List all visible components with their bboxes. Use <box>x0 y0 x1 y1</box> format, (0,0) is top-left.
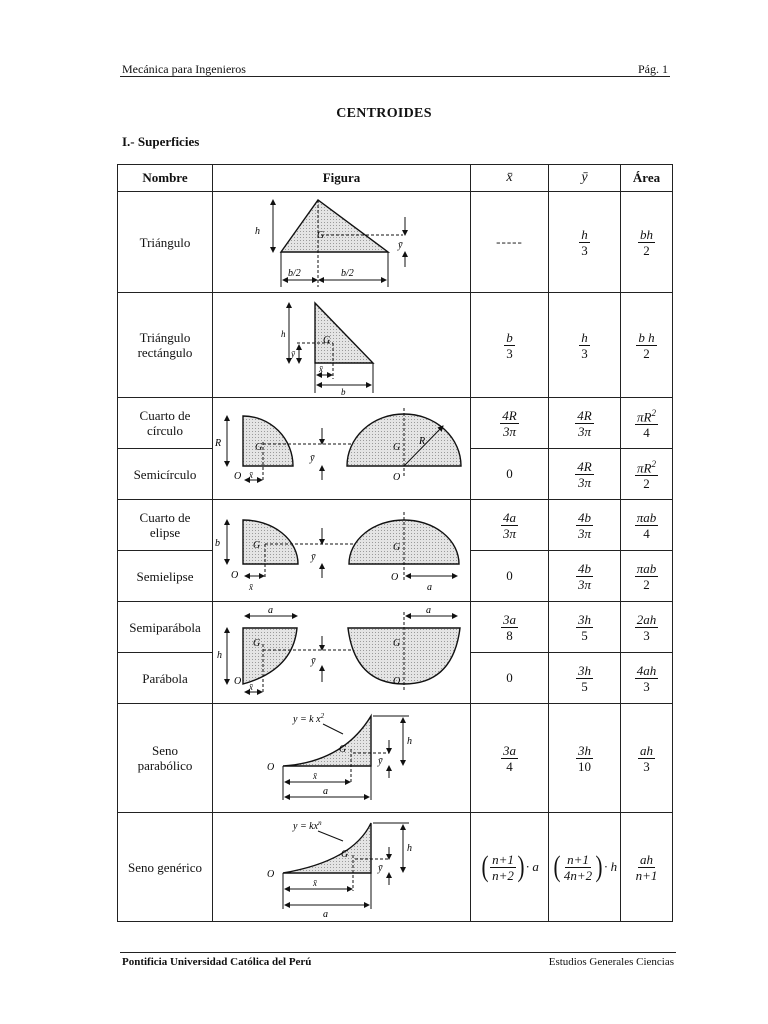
g-label: G <box>253 540 261 551</box>
dim-r: R <box>215 438 222 449</box>
circle-figure <box>213 398 471 500</box>
area-value: $\frac{2ah}{3}$ <box>621 602 673 653</box>
x-value: 0 <box>471 653 549 704</box>
dim-ybar: ȳ <box>291 349 295 359</box>
row-name: Parábola <box>118 653 213 704</box>
centroid-table <box>117 164 673 922</box>
right-triangle-figure <box>213 293 471 398</box>
o-label: O <box>234 676 242 687</box>
table-row <box>118 500 673 551</box>
page-title: CENTROIDES <box>336 106 432 121</box>
dim-h: h <box>217 650 222 661</box>
dim-xbar: x̄ <box>249 470 253 480</box>
col-y: ȳ <box>549 165 621 192</box>
x-value: $\frac{3a}{4}$ <box>471 704 549 813</box>
y-value: ( $\frac{n+1}{4n+2}$ ) · h <box>549 813 621 922</box>
table-row <box>118 813 673 922</box>
y-value: $\frac{3h}{5}$ <box>549 653 621 704</box>
dim-h: h <box>255 226 260 237</box>
row-name: Cuarto de elipse <box>118 500 213 551</box>
triangle-figure <box>213 192 471 293</box>
dim-xbar: x̄ <box>249 582 253 592</box>
o-label: O <box>267 762 275 773</box>
area-value: $\frac{ah}{3}$ <box>621 704 673 813</box>
g-label: G <box>253 638 261 649</box>
curve-equation: y = k $x^2$ <box>293 712 325 725</box>
area-value: $\frac{\pi R^2}{2}$ <box>621 449 673 500</box>
general-spandrel-figure <box>213 813 471 922</box>
col-area: Área <box>621 165 673 192</box>
y-value: $\frac{h}{3}$ <box>549 293 621 398</box>
row-name: Triángulo rectángulo <box>118 293 213 398</box>
dim-r2: R <box>419 436 426 447</box>
table-row <box>118 398 673 449</box>
page-header <box>120 62 670 77</box>
col-name: Nombre <box>118 165 213 192</box>
g-label: G <box>341 849 349 860</box>
y-value: $\frac{4b}{3\pi}$ <box>549 500 621 551</box>
o-label-2: O <box>393 472 401 483</box>
area-value: $\frac{bh}{2}$ <box>621 192 673 293</box>
y-value: $\frac{4R}{3\pi}$ <box>549 398 621 449</box>
dim-b2-right: b/2 <box>341 268 354 279</box>
dim-a: a <box>323 909 328 920</box>
x-value: $\frac{b}{3}$ <box>471 293 549 398</box>
row-name: Semicírculo <box>118 449 213 500</box>
dim-b2-left: b/2 <box>288 268 301 279</box>
dim-h: h <box>407 843 412 854</box>
dim-ybar: ȳ <box>311 656 316 667</box>
dim-a: a <box>268 605 273 616</box>
y-value: $\frac{4b}{3\pi}$ <box>549 551 621 602</box>
dim-h: h <box>281 329 286 339</box>
area-value: $\frac{4ah}{3}$ <box>621 653 673 704</box>
row-name: Semielipse <box>118 551 213 602</box>
area-value: $\frac{\text{b h}}{2}$ <box>621 293 673 398</box>
col-x: x̄ <box>471 165 549 192</box>
dim-xbar: x̄ <box>313 771 317 781</box>
o-label-2: O <box>393 676 401 687</box>
g-label: G <box>339 744 347 755</box>
y-value: $\frac{3h}{10}$ <box>549 704 621 813</box>
row-name: Cuarto de círculo <box>118 398 213 449</box>
dim-ybar: ȳ <box>398 240 403 251</box>
y-value: $\frac{4R}{3\pi}$ <box>549 449 621 500</box>
x-value: ( $\frac{n+1}{n+2}$ ) · a <box>471 813 549 922</box>
footer-department: Estudios Generales Ciencias <box>548 956 674 968</box>
parabolic-spandrel-figure <box>213 704 471 813</box>
o-label: O <box>234 471 242 482</box>
dim-ybar: ȳ <box>378 756 383 767</box>
parabola-figure <box>213 602 471 704</box>
area-value: $\frac{\text{πab}}{4}$ <box>621 500 673 551</box>
header-course: Mecánica para Ingenieros <box>122 62 246 76</box>
dim-h: h <box>407 736 412 747</box>
x-value: $\frac{3a}{8}$ <box>471 602 549 653</box>
x-value: 0 <box>471 551 549 602</box>
table-row <box>118 293 673 398</box>
footer-university: Pontificia Universidad Católica del Perú <box>122 956 312 968</box>
x-value: $\frac{4a}{3\pi}$ <box>471 500 549 551</box>
table-header-row <box>118 165 673 192</box>
dim-a: a <box>323 786 328 797</box>
table-row <box>118 602 673 653</box>
x-value: ----- <box>471 192 549 293</box>
area-value: $\frac{\pi R^2}{4}$ <box>621 398 673 449</box>
dim-b: b <box>215 538 220 549</box>
o-label: O <box>231 570 239 581</box>
g-label-2: G <box>393 442 401 453</box>
dim-ybar: ȳ <box>311 552 316 563</box>
dim-xbar: x̄ <box>249 682 253 692</box>
header-page: Pág. 1 <box>638 62 668 76</box>
dim-a-2: a <box>426 605 431 616</box>
g-label-2: G <box>393 638 401 649</box>
area-value: $\frac{\text{πab}}{2}$ <box>621 551 673 602</box>
o-label-2: O <box>391 572 399 583</box>
g-label: G <box>255 442 263 453</box>
section-title: I.- Superficies <box>122 134 200 149</box>
y-value: $\frac{3h}{5}$ <box>549 602 621 653</box>
ellipse-figure <box>213 500 471 602</box>
curve-equation: $y = kx^n$ <box>293 819 322 832</box>
g-label: G <box>323 335 331 346</box>
row-name: Semiparábola <box>118 602 213 653</box>
row-name: Seno genérico <box>118 813 213 922</box>
table-row <box>118 192 673 293</box>
dim-ybar: ȳ <box>310 453 315 464</box>
o-label: O <box>267 869 275 880</box>
row-name: Seno parabólico <box>118 704 213 813</box>
col-figure: Figura <box>213 165 471 192</box>
table-row <box>118 704 673 813</box>
x-value: $\frac{4R}{3\pi}$ <box>471 398 549 449</box>
g-label-2: G <box>393 542 401 553</box>
dim-xbar: x̄ <box>319 364 323 374</box>
page-footer <box>120 952 676 968</box>
row-name: Triángulo <box>118 192 213 293</box>
dim-b: b <box>341 387 346 397</box>
area-value: $\frac{ah}{n+1}$ <box>621 813 673 922</box>
dim-a: a <box>427 582 432 593</box>
g-label: G <box>317 230 325 241</box>
dim-ybar: ȳ <box>378 863 383 874</box>
y-value: $\frac{h}{3}$ <box>549 192 621 293</box>
x-value: 0 <box>471 449 549 500</box>
dim-xbar: x̄ <box>313 878 317 888</box>
